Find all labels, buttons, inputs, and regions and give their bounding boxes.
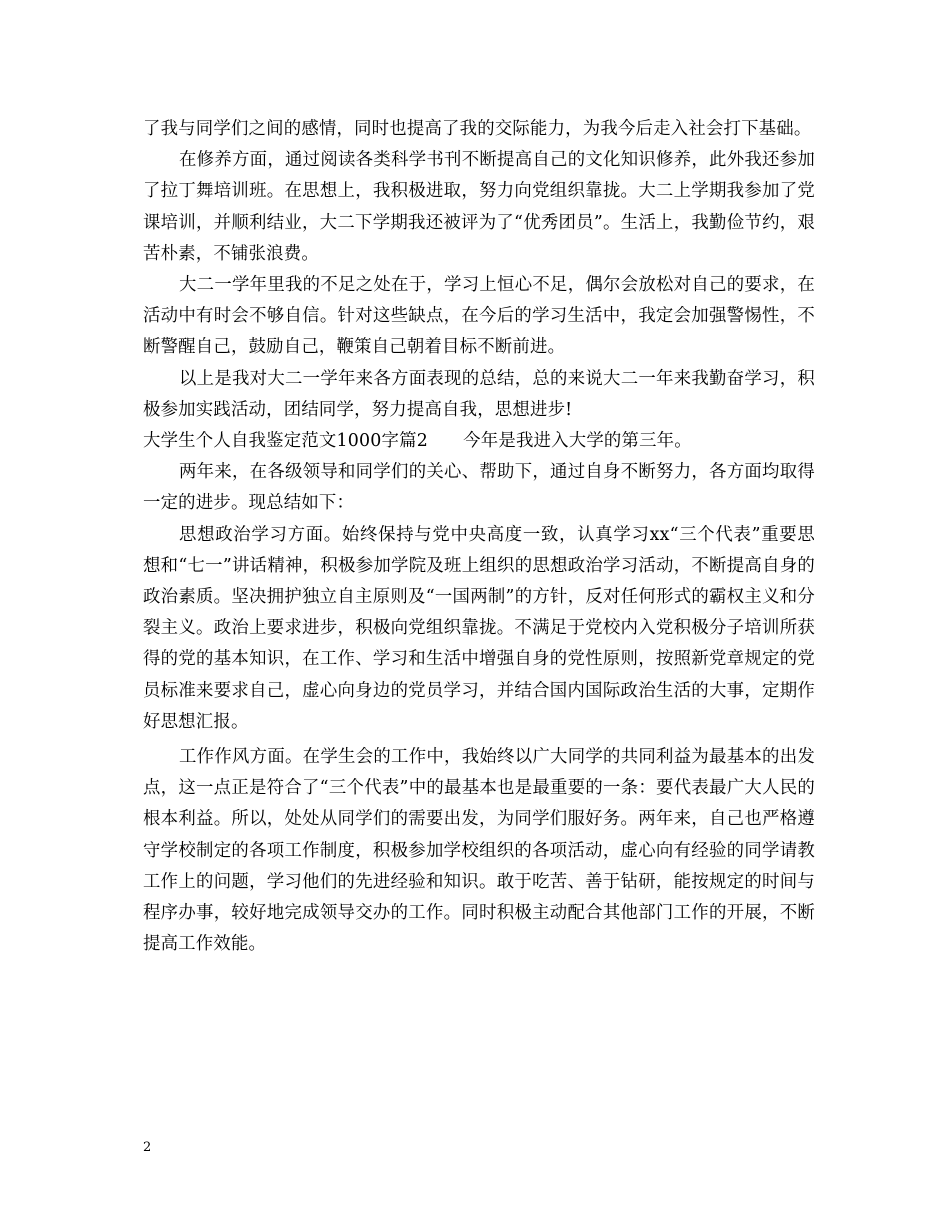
section-heading-line: 大学生个人自我鉴定范文1000字篇2 今年是我进入大学的第三年。 xyxy=(143,431,692,452)
page-number: 2 xyxy=(143,1140,152,1155)
paragraph-shortcomings: 大二一学年里我的不足之处在于，学习上恒心不足，偶尔会放松对自己的要求，在活动中有时会不够自信。针对这些缺点，在今后的学习生活中，我定会加强警惕性，不断警醒自己，鼓励自己，鞭策自己朝着目标不断前进。 xyxy=(143,275,815,358)
paragraph-political-study: 思想政治学习方面。始终保持与党中央高度一致，认真学习xx“三个代表”重要思想和“七一”讲话精神，积极参加学院及班上组织的思想政治学习活动，不断提高自身的政治素质。坚决拥护独立自主原则及“一国两制”的方针，反对任何形式的霸权主义和分裂主义。政治上要求进步，积极向党组织靠拢。不满足于党校内入党积极分子培训所获得的党的基本知识，在工作、学习和生活中增强自身的党性原则，按照新党章规定的党员标准来要求自己，虚心向身边的党员学习，并结合国内国际政治生活的大事，定期作好思想汇报。 xyxy=(143,524,815,732)
paragraph-summary: 以上是我对大二一学年来各方面表现的总结，总的来说大二一年来我勤奋学习，积极参加实践活动，团结同学，努力提高自我，思想进步! xyxy=(143,368,815,420)
paragraph-cultivation: 在修养方面，通过阅读各类科学书刊不断提高自己的文化知识修养，此外我还参加了拉丁舞培训班。在思想上，我积极进取，努力向党组织靠拢。大二上学期我参加了党课培训，并顺利结业，大二下学期我还被评为了“优秀团员”。生活上，我勤俭节约，艰苦朴素，不铺张浪费。 xyxy=(143,150,815,264)
paragraph-continuation: 了我与同学们之间的感情，同时也提高了我的交际能力，为我今后走入社会打下基础。 xyxy=(143,119,812,139)
paragraph-intro: 两年来，在各级领导和同学们的关心、帮助下，通过自身不断努力，各方面均取得一定的进步。现总结如下： xyxy=(143,462,815,514)
paragraph-work-style: 工作作风方面。在学生会的工作中，我始终以广大同学的共同利益为最基本的出发点，这一点正是符合了“三个代表”中的最基本也是最重要的一条：要代表最广大人民的根本利益。所以，处处从同学们的需要出发，为同学们服好务。两年来，自己也严格遵守学校制定的各项工作制度，积极参加学校组织的各项活动，虚心向有经验的同学请教工作上的问题，学习他们的先进经验和知识。敢于吃苦、善于钻研，能按规定的时间与程序办事，较好地完成领导交办的工作。同时积极主动配合其他部门工作的开展，不断提高工作效能。 xyxy=(143,747,815,955)
document-body xyxy=(143,114,815,960)
